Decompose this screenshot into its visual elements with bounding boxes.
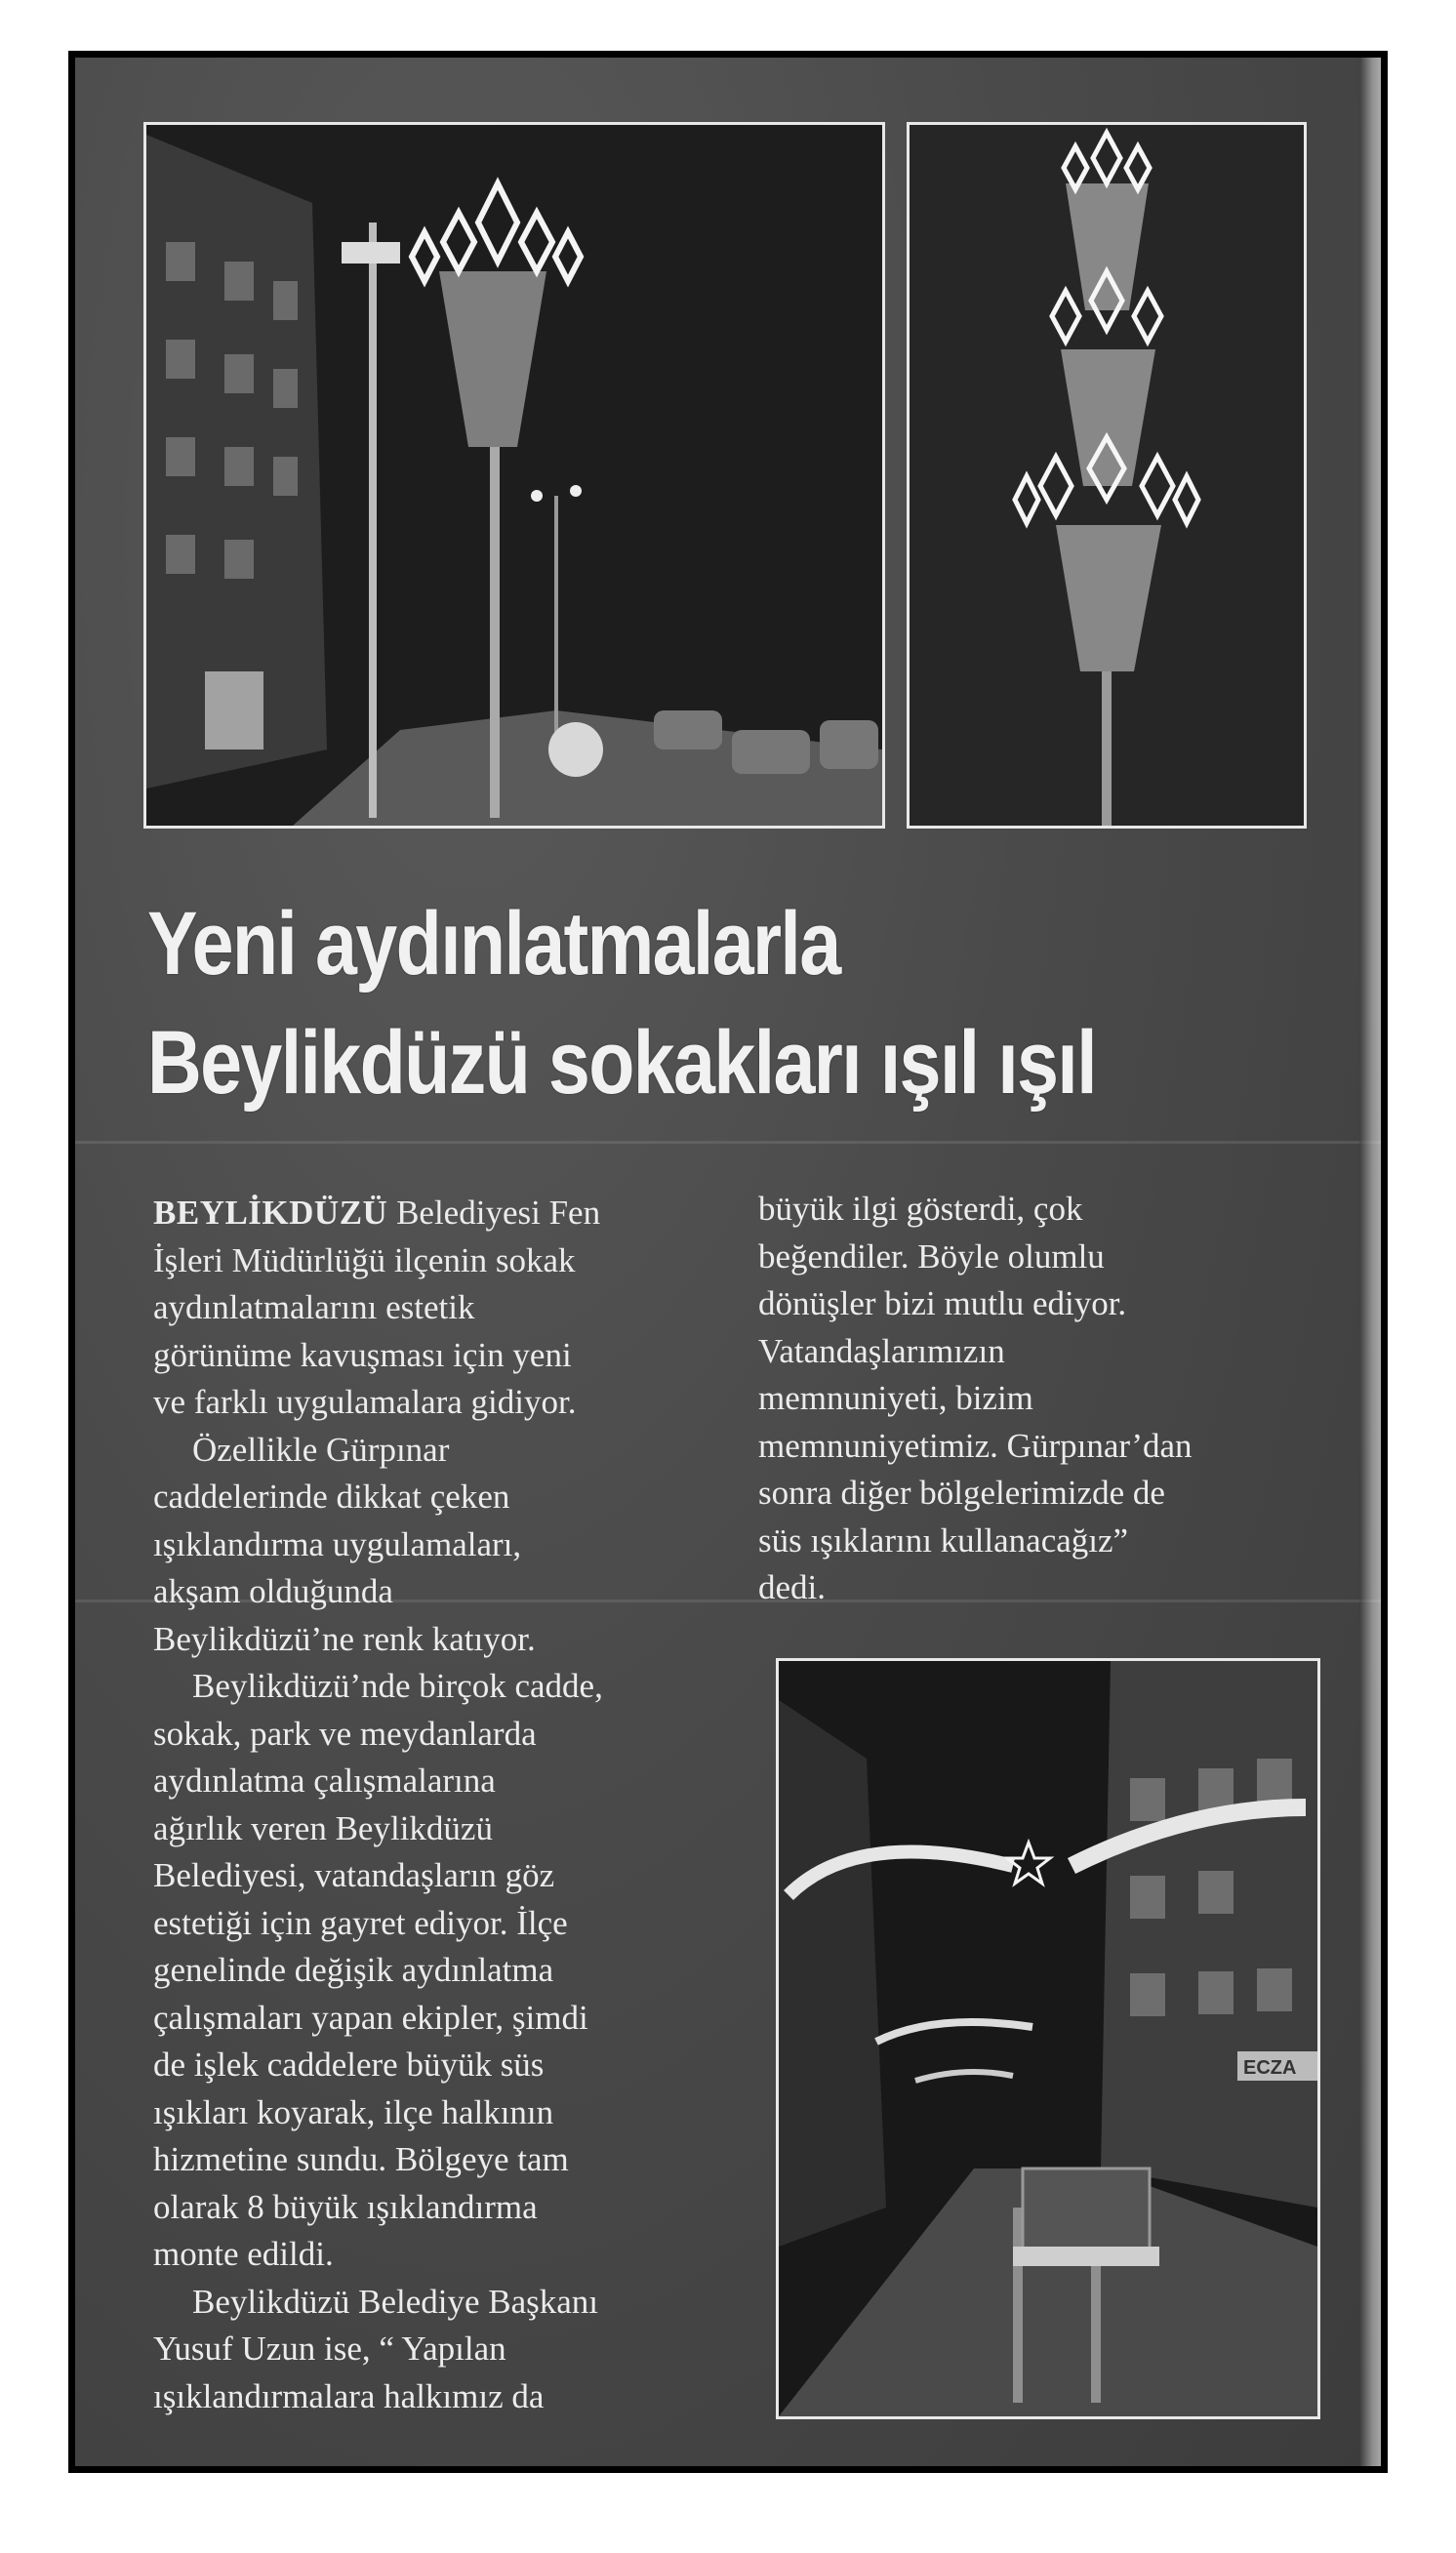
pharmacy-sign: ECZA [1243, 2057, 1297, 2079]
article-body-right [758, 1186, 1193, 1612]
street-lights-photo [143, 122, 885, 829]
body-line: süs ışıklarını kullanacağız” [758, 1520, 1129, 1560]
body-line: Özellikle Gürpınar [192, 1430, 450, 1469]
body-line: beğendiler. Böyle olumlu [758, 1236, 1105, 1276]
decorative-pole-photo [907, 122, 1307, 829]
body-line: aydınlatmalarını estetik [153, 1288, 475, 1326]
body-text: Belediyesi Fen [387, 1194, 601, 1232]
body-line: İşleri Müdürlüğü ilçenin sokak [153, 1240, 576, 1279]
body-line: görünüme kavuşması için yeni [153, 1335, 572, 1374]
body-line: Yusuf Uzun ise, “ Yapılan [153, 2330, 506, 2368]
body-line: Beylikdüzü’nde birçok cadde, [192, 1667, 603, 1705]
street-arch-lights-photo [776, 1658, 1320, 2419]
body-line: sokak, park ve meydanlarda [153, 1714, 537, 1753]
body-line: hizmetine sundu. Bölgeye tam [153, 2140, 569, 2178]
body-line: büyük ilgi gösterdi, çok [758, 1190, 1083, 1228]
headline-line-1: Yeni aydınlatmalarla [147, 894, 840, 993]
body-line: dedi. [758, 1568, 827, 1606]
body-line: Vatandaşlarımızın [758, 1331, 1005, 1370]
body-line: ağırlık veren Beylikdüzü [153, 1808, 493, 1847]
body-line: ve farklı uygulamalara gidiyor. [153, 1383, 577, 1421]
body-line: de işlek caddelere büyük süs [153, 2046, 545, 2084]
body-line: ışıklandırmalara halkımız da [153, 2376, 545, 2415]
body-line: Beylikdüzü’ne renk katıyor. [153, 1619, 536, 1658]
body-line: Belediyesi, vatandaşların göz [153, 1856, 555, 1894]
scan-edge [1359, 58, 1381, 2466]
body-line: sonra diğer bölgelerimizde de [758, 1474, 1165, 1512]
body-line: olarak 8 büyük ışıklandırma [153, 2187, 538, 2226]
body-line: aydınlatma çalışmalarına [153, 1762, 496, 1800]
body-line: çalışmaları yapan ekipler, şimdi [153, 1998, 588, 2037]
body-line: Beylikdüzü Belediye Başkanı [192, 2282, 599, 2321]
newspaper-clipping [68, 51, 1388, 2473]
paper-fold [75, 1141, 1381, 1144]
body-line: memnuniyeti, bizim [758, 1379, 1033, 1417]
body-line: estetiği için gayret ediyor. İlçe [153, 1903, 568, 1942]
body-line: ışıklandırma uygulamaları, [153, 1524, 522, 1563]
body-line: caddelerinde dikkat çeken [153, 1478, 510, 1516]
body-line: memnuniyetimiz. Gürpınar’dan [758, 1426, 1193, 1465]
lead-word: BEYLİKDÜZÜ [153, 1194, 388, 1232]
body-line: dönüşler bizi mutlu ediyor. [758, 1284, 1127, 1322]
body-line: genelinde değişik aydınlatma [153, 1951, 554, 1989]
body-line: ışıkları koyarak, ilçe halkının [153, 2092, 554, 2131]
body-line: monte edildi. [153, 2235, 334, 2273]
body-line [153, 1190, 603, 1237]
headline-line-2: Beylikdüzü sokakları ışıl ışıl [147, 1013, 1096, 1113]
body-line: akşam olduğunda [153, 1572, 393, 1610]
article-body-left [153, 1190, 603, 2420]
